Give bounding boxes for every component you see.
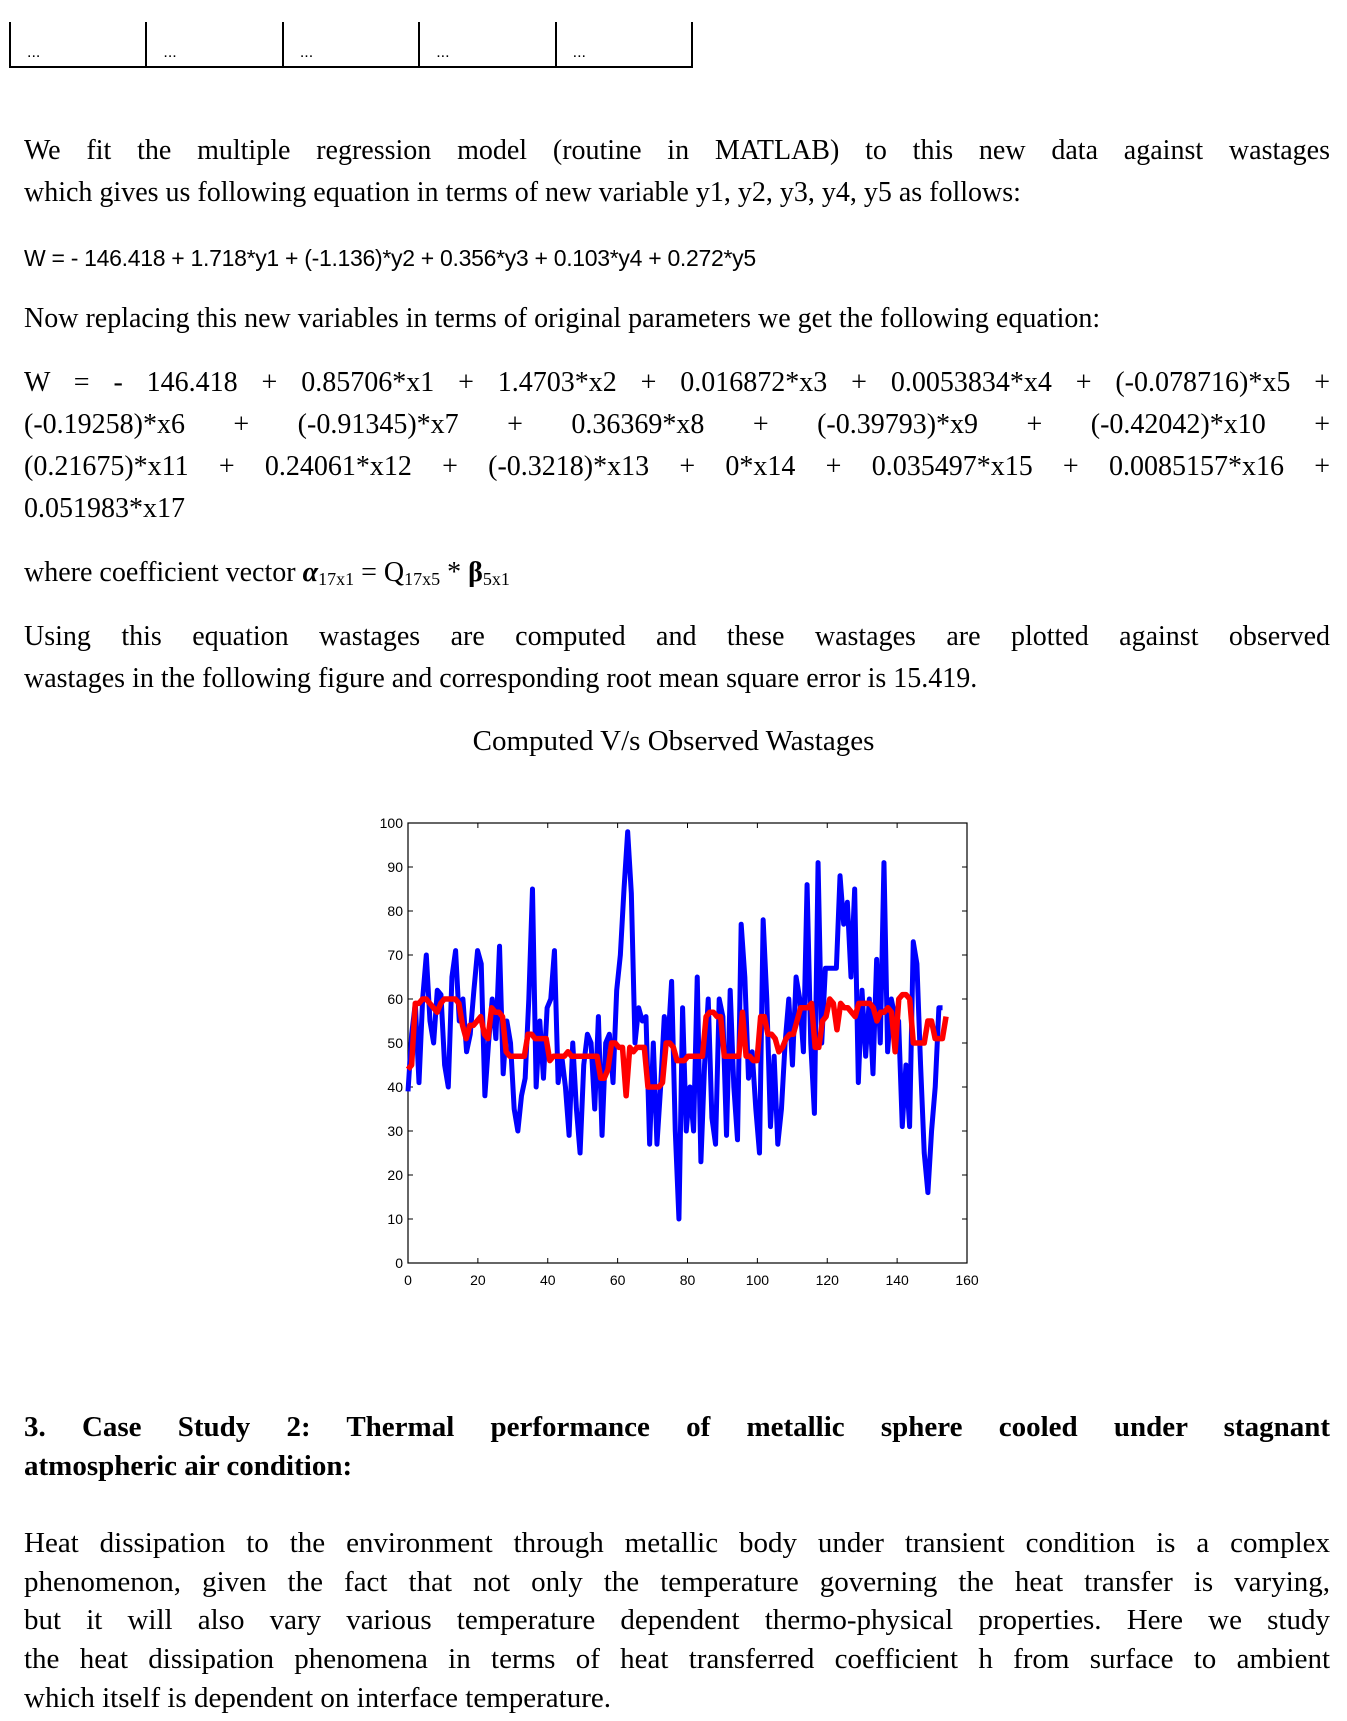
x-tick-label: 160 [955,1272,979,1288]
x-tick-label: 40 [539,1272,556,1288]
y-tick-label: 40 [387,1079,403,1095]
x-tick-label: 20 [470,1272,486,1288]
paragraph-line: Using this equation wastages are computed and these wastages are plotted against observed [24,621,1330,652]
y-tick-label: 0 [395,1255,403,1271]
chart-title: Computed V/s Observed Wastages [472,725,875,757]
coefficient-vector-line: where coefficient vector $\alpha_{17x1} = Q_{17x5} * \beta_{5x1}$ [24,557,510,589]
y-tick-label: 10 [387,1211,403,1227]
table-cell: ... [418,22,554,66]
y-tick-label: 20 [387,1167,403,1183]
y-tick-label: 80 [387,903,403,919]
x-tick-label: 120 [815,1272,839,1288]
equation-y: W = - 146.418 + 1.718*y1 + (-1.136)*y2 + 0.356*y3 + 0.103*y4 + 0.272*y5 [24,245,756,271]
section-heading-line: atmospheric air condition: [24,1450,353,1482]
paragraph-line: but it will also vary various temperature dependent thermo-physical properties. Here we study [24,1604,1330,1636]
x-tick-label: 140 [885,1272,909,1288]
y-tick-label: 30 [387,1123,403,1139]
x-tick-label: 60 [609,1272,626,1288]
paragraph-line: which gives us following equation in terms of new variable y1, y2, y3, y4, y5 as follows: [24,177,1021,208]
paragraph-line: wastages in the following figure and corresponding root mean square error is 15.419. [24,663,978,694]
paragraph-line: Heat dissipation to the environment through metallic body under transient condition is a complex [24,1527,1330,1559]
section-heading-line: 3. Case Study 2: Thermal performance of metallic sphere cooled under stagnant [24,1411,1330,1443]
table-cell: ... [555,22,693,66]
table-cell: ... [282,22,418,66]
equation-x-line: (-0.19258)*x6 + (-0.91345)*x7 + 0.36369*x8 + (-0.39793)*x9 + (-0.42042)*x10 + [24,409,1330,440]
equation-x-line: 0.051983*x17 [24,493,185,524]
data-table-row [9,22,693,68]
paragraph-line: which itself is dependent on interface temperature. [24,1682,612,1714]
x-tick-label: 100 [745,1272,770,1288]
y-tick-label: 90 [387,859,403,875]
table-cell: ... [9,22,145,66]
y-tick-label: 100 [379,815,403,831]
y-tick-label: 60 [387,991,403,1007]
y-tick-label: 50 [387,1035,403,1051]
paragraph-line: phenomenon, given the fact that not only the temperature governing the heat transfer is varying, [24,1566,1330,1598]
equation-x-line: W = - 146.418 + 0.85706*x1 + 1.4703*x2 + 0.016872*x3 + 0.0053834*x4 + (-0.078716)*x5 + [24,367,1330,398]
x-tick-label: 80 [679,1272,696,1288]
paragraph-line: the heat dissipation phenomena in terms of heat transferred coefficient h from surface to ambient [24,1643,1330,1675]
y-tick-label: 70 [387,947,403,963]
paragraph-line: Now replacing this new variables in terms of original parameters we get the following equation: [24,303,1101,334]
table-cell: ... [145,22,281,66]
paragraph-line: We fit the multiple regression model (routine in MATLAB) to this new data against wastages [24,135,1330,166]
line-chart [360,800,1000,1300]
equation-x-line: (0.21675)*x11 + 0.24061*x12 + (-0.3218)*x13 + 0*x14 + 0.035497*x15 + 0.0085157*x16 + [24,451,1330,482]
x-tick-label: 0 [404,1272,412,1288]
